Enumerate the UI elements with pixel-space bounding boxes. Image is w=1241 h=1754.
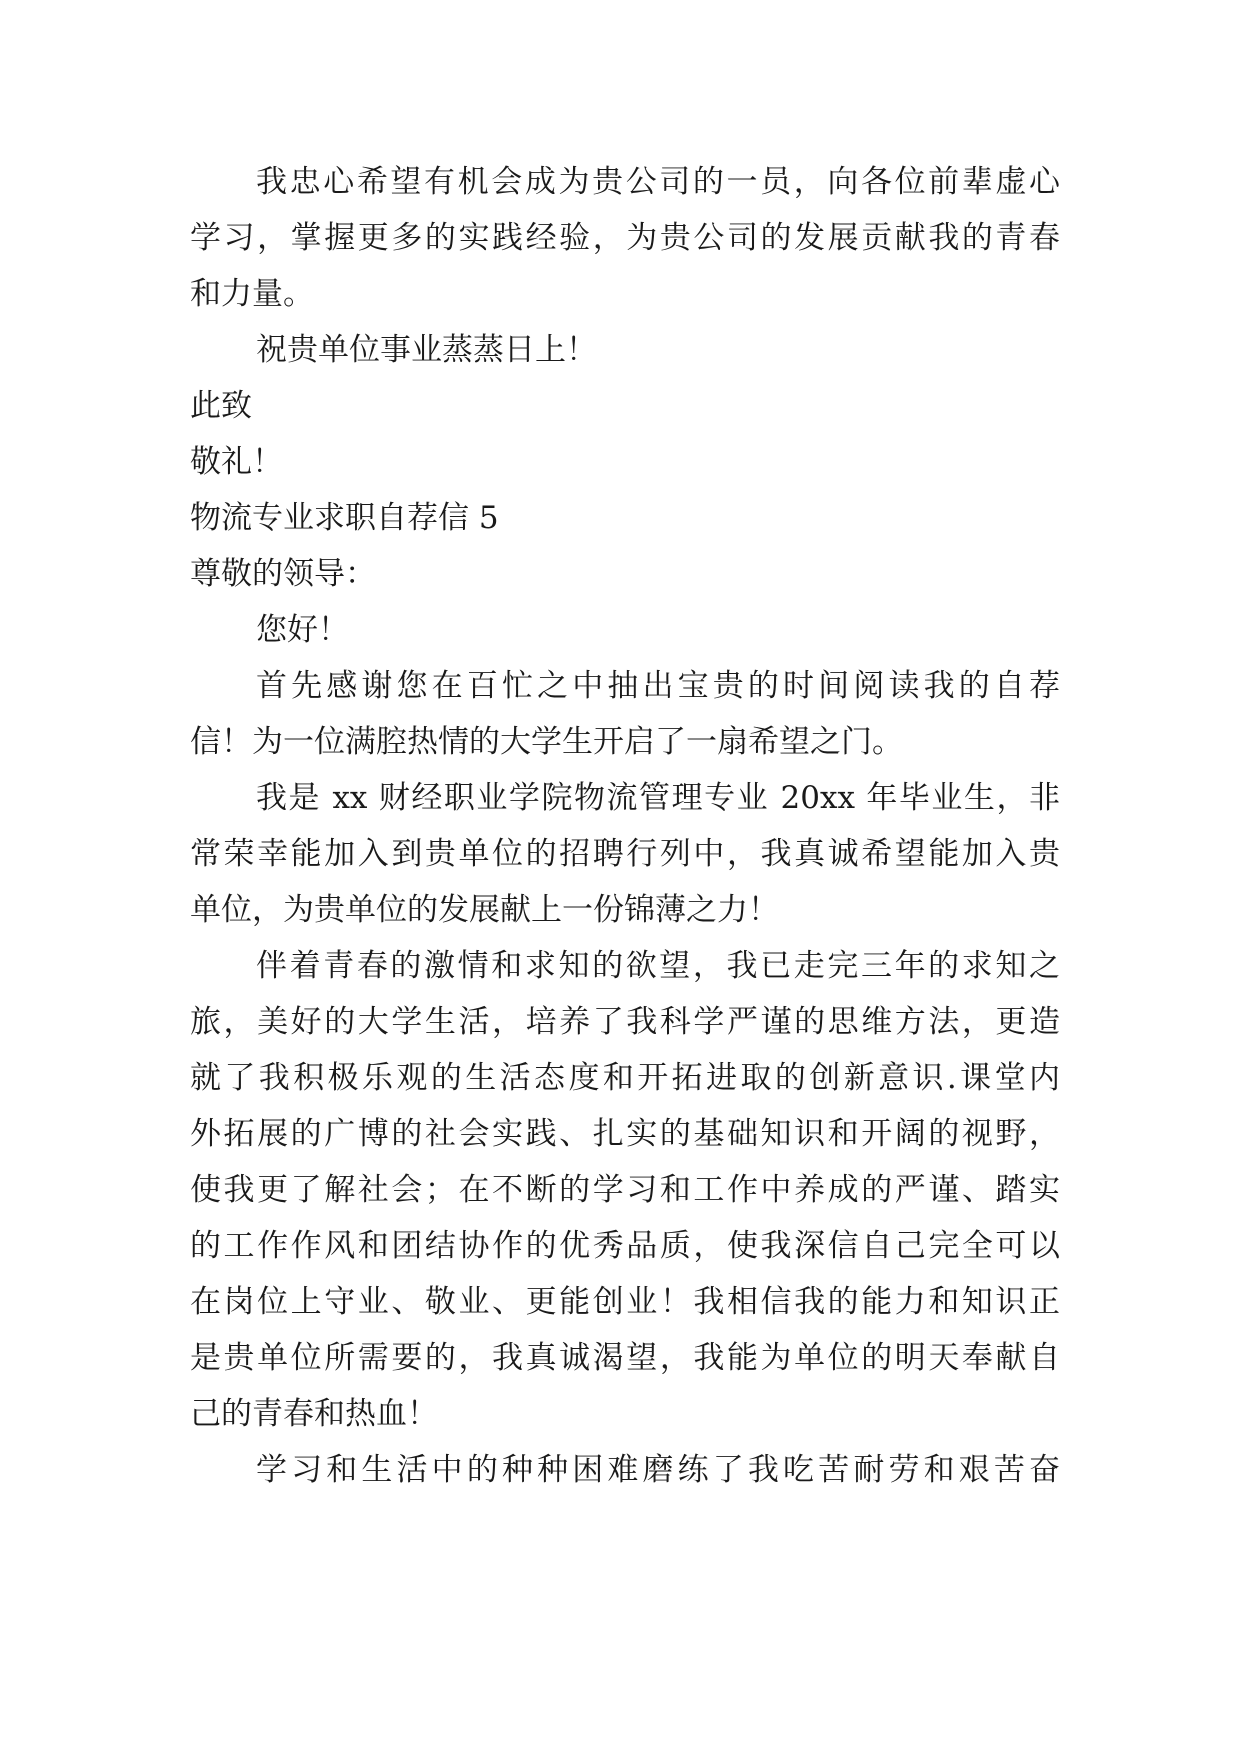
paragraph-line: 常荣幸能加入到贵单位的招聘行列中，我真诚希望能加入贵: [190, 836, 1060, 872]
paragraph-line: 我是 xx 财经职业学院物流管理专业 20xx 年毕业生，非: [256, 780, 1060, 816]
paragraph-line: 伴着青春的激情和求知的欲望，我已走完三年的求知之: [256, 948, 1060, 984]
paragraph-line: 学习，掌握更多的实践经验，为贵公司的发展贡献我的青春: [190, 220, 1060, 256]
closing-salute: 敬礼！: [190, 444, 283, 480]
paragraph-line: 己的青春和热血！: [190, 1396, 438, 1432]
paragraph-line: 学习和生活中的种种困难磨练了我吃苦耐劳和艰苦奋: [256, 1452, 1060, 1488]
paragraph-line: 我忠心希望有机会成为贵公司的一员，向各位前辈虚心: [256, 164, 1060, 200]
paragraph-line: 的工作作风和团结协作的优秀品质，使我深信自己完全可以: [190, 1228, 1060, 1264]
paragraph-line: 首先感谢您在百忙之中抽出宝贵的时间阅读我的自荐: [256, 668, 1060, 704]
section-title: 物流专业求职自荐信 5: [190, 500, 499, 536]
paragraph-line: 是贵单位所需要的，我真诚渴望，我能为单位的明天奉献自: [190, 1340, 1060, 1376]
paragraph-line: 信！为一位满腔热情的大学生开启了一扇希望之门。: [190, 724, 903, 760]
paragraph-line: 就了我积极乐观的生活态度和开拓进取的创新意识.课堂内: [190, 1060, 1060, 1096]
closing-line: 此致: [190, 388, 252, 424]
paragraph-line: 在岗位上守业、敬业、更能创业！我相信我的能力和知识正: [190, 1284, 1060, 1320]
paragraph-line: 和力量。: [190, 276, 314, 312]
greeting: 您好！: [256, 612, 349, 648]
paragraph-line: 外拓展的广博的社会实践、扎实的基础知识和开阔的视野，: [190, 1116, 1060, 1152]
paragraph-line: 使我更了解社会；在不断的学习和工作中养成的严谨、踏实: [190, 1172, 1060, 1208]
paragraph-line: 旅，美好的大学生活，培养了我科学严谨的思维方法，更造: [190, 1004, 1060, 1040]
paragraph-line: 单位，为贵单位的发展献上一份锦薄之力！: [190, 892, 779, 928]
wish-line: 祝贵单位事业蒸蒸日上！: [256, 332, 597, 368]
salutation: 尊敬的领导：: [190, 556, 376, 592]
